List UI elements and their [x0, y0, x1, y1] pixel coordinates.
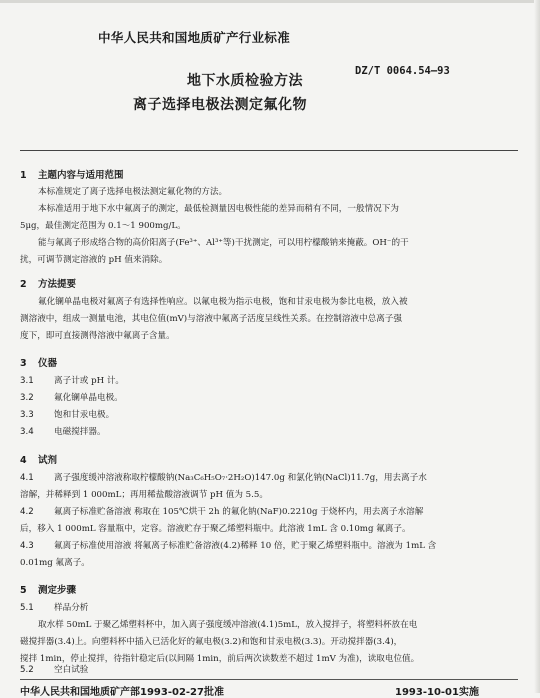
section-title: 方法提要	[38, 279, 77, 290]
item-number: 3.2	[20, 393, 34, 403]
item-number: 5.1	[20, 603, 34, 613]
section-3-heading	[20, 355, 57, 369]
item-text: 空白试验	[54, 665, 89, 675]
section-2-body	[20, 294, 520, 345]
document-title-line1: 地下水质检验方法	[187, 73, 303, 89]
paragraph-continuation: 5μg，最佳测定范围为 0.1～1 900mg/L。	[20, 221, 186, 231]
section-number: 5	[20, 585, 27, 596]
paragraph-continuation: 度下，即可直接测得溶液中氟离子含量。	[20, 331, 175, 341]
section-number: 3	[20, 358, 27, 369]
document-title-line2: 离子选择电极法测定氟化物	[133, 97, 307, 113]
section-2-heading	[20, 276, 76, 290]
paragraph: 本标准规定了离子选择电极法测定氟化物的方法。	[38, 187, 228, 197]
implementation-date: 1993-10-01实施	[395, 687, 479, 698]
standard-code: DZ/T 0064.54—93	[355, 65, 450, 77]
list-item	[20, 407, 520, 424]
item-text: 氟离子标准使用溶液 将氟离子标准贮备溶液(4.2)稀释 10 倍，贮于聚乙烯塑料瓶中。溶液为 1mL 含	[54, 541, 437, 551]
standard-org-heading: 中华人民共和国地质矿产行业标准	[98, 30, 291, 45]
item-text: 电磁搅拌器。	[54, 427, 106, 437]
item-number: 3.4	[20, 427, 34, 437]
paragraph: 取水样 50mL 于聚乙烯塑料杯中，加入离子强度缓冲溶液(4.1)5mL，放入搅拌子，将塑料杯放在电	[38, 620, 418, 630]
item-number: 4.3	[20, 541, 34, 551]
section-title: 仪器	[38, 358, 58, 369]
reagent-item	[20, 538, 520, 572]
subsection-heading	[20, 600, 520, 617]
page-edge-right	[534, 0, 540, 693]
item-number: 5.2	[20, 665, 34, 675]
header-divider	[20, 150, 518, 151]
section-number: 4	[20, 455, 27, 466]
paragraph-continuation: 磁搅拌器(3.4)上。向塑料杯中插入已活化好的氟电极(3.2)和饱和甘汞电极(3.3)。开动搅拌器(3.4)，	[20, 637, 403, 647]
list-item	[20, 373, 520, 390]
item-text-continuation: 后，移入 1 000mL 容量瓶中，定容。溶液贮存于聚乙烯塑料瓶中。此溶液 1mL 含 0.10mg 氟离子。	[20, 524, 411, 534]
section-4-heading	[20, 452, 57, 466]
item-text: 饱和甘汞电极。	[54, 410, 115, 420]
footer-divider	[20, 679, 518, 680]
paragraph-continuation: 测溶液中，组成一测量电池，其电位值(mV)与溶液中氟离子活度呈线性关系。在控制溶液中总离子强	[20, 314, 402, 324]
approval-note: 中华人民共和国地质矿产部1993-02-27批准	[20, 687, 224, 698]
reagent-item	[20, 470, 520, 504]
reagent-item	[20, 504, 520, 538]
item-text: 氟化镧单晶电极。	[54, 393, 123, 403]
section-1-body	[20, 184, 520, 269]
section-number: 1	[20, 170, 27, 181]
paragraph-continuation: 扰，可调节测定溶液的 pH 值来消除。	[20, 255, 168, 265]
paragraph: 能与氟离子形成络合物的高价阳离子(Fe³⁺、Al³⁺等)干扰测定，可以用柠檬酸钠来掩蔽。OH⁻的干	[38, 238, 409, 248]
section-number: 2	[20, 279, 27, 290]
item-text: 离子强度缓冲溶液称取柠檬酸钠(Na₃C₆H₅O₇·2H₂O)147.0g 和氯化钠(NaCl)11.7g，用去离子水	[54, 473, 427, 483]
item-number: 3.1	[20, 376, 34, 386]
section-title: 测定步骤	[38, 585, 77, 596]
paragraph: 氟化镧单晶电极对氟离子有选择性响应。以氟电极为指示电极，饱和甘汞电极为参比电极，放入被	[38, 297, 408, 307]
item-text-continuation: 0.01mg 氟离子。	[20, 558, 90, 568]
paragraph: 本标准适用于地下水中氟离子的测定，最低检测量因电极性能的差异而稍有不同，一般情况下为	[38, 204, 399, 214]
section-5-1-body	[20, 617, 520, 668]
item-number: 4.2	[20, 507, 34, 517]
item-text: 氟离子标准贮备溶液 称取在 105℃烘干 2h 的氟化钠(NaF)0.2210g 于烧杯内，用去离子水溶解	[54, 507, 424, 517]
section-title: 试剂	[38, 455, 58, 466]
section-title: 主题内容与适用范围	[38, 170, 124, 181]
item-text-continuation: 溶解，并稀释到 1 000mL；再用稀盐酸溶液调节 pH 值为 5.5。	[20, 490, 268, 500]
item-number: 4.1	[20, 473, 34, 483]
paragraph-continuation: 搅拌 1min，停止搅拌，待指针稳定后(以间隔 1min，前后两次读数差不超过 1mV 为准)，读取电位值。	[20, 654, 420, 664]
list-item	[20, 390, 520, 407]
section-1-heading	[20, 167, 124, 181]
subsection-heading	[20, 662, 520, 679]
page-edge-top	[0, 0, 540, 3]
list-item	[20, 424, 520, 441]
section-5-heading	[20, 582, 76, 596]
item-text: 离子计或 pH 计。	[54, 376, 125, 386]
item-text: 样品分析	[54, 603, 89, 613]
item-number: 3.3	[20, 410, 34, 420]
